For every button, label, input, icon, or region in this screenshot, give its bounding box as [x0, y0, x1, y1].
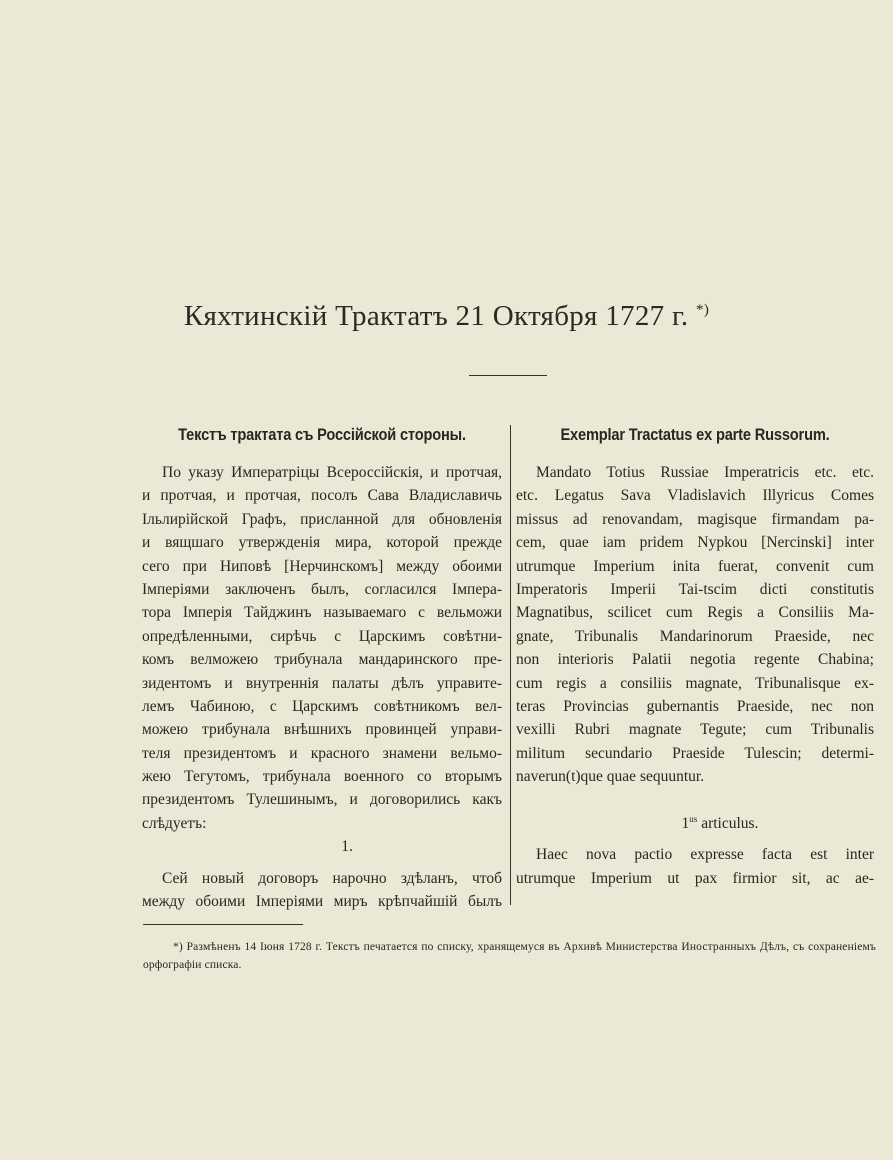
text-line: Magnatibus, scilicet cum Regis a Consiliis Ma-: [516, 604, 874, 622]
text-line: слѣдуетъ:: [142, 814, 207, 832]
russian-column-body: [142, 461, 502, 913]
text-line: naverun(t)que quae sequuntur.: [516, 768, 705, 786]
text-line: Mandato Totius Russiae Imperatricis etc. etc.: [536, 464, 874, 481]
text-line: По указу Императріцы Всероссійскія, и протчая,: [162, 464, 502, 481]
text-line: vexilli Rubri magnate Tegute; cum Tribunalis: [516, 721, 874, 739]
latin-column: [516, 420, 874, 890]
text-line: Haec nova pactio expresse facta est inter: [536, 846, 874, 864]
text-line: Сей новый договоръ нарочно здѣланъ, чтоб: [162, 869, 502, 887]
text-line: и вящшаго утвержденія мира, которой прежде: [142, 534, 502, 552]
text-line: missus ad renovandam, magisque firmandam pa-: [516, 510, 874, 528]
latin-column-body: [516, 461, 874, 890]
text-line: жею Тегутомъ, трибунала военного со вторымъ: [142, 768, 502, 786]
text-line: utrumque Imperium ut pax firmior sit, ac ae-: [516, 869, 874, 887]
text-line: gnate, Tribunalis Mandarinorum Praeside, nec: [516, 627, 874, 645]
article-number: 1: [681, 814, 690, 832]
blank-line: [516, 788, 874, 811]
text-line: лемъ Чабиною, с Царскимъ совѣтникомъ вел-: [142, 697, 502, 715]
footnote-rule: [143, 924, 303, 925]
text-line: тора Імперія Тайджинъ называемаго с вельможи: [142, 604, 502, 622]
article-word: articulus.: [701, 814, 759, 832]
text-line: Імперіями заключенъ былъ, согласился Імпера-: [142, 580, 502, 598]
footnote: *) Размѣненъ 14 Іюня 1728 г. Текстъ печатается по списку, хранящемуся въ Архивѣ Министерства Иностранныхъ Дѣлъ, съ сохраненіемъ орфографіи списка.: [143, 941, 876, 971]
latin-column-heading: Exemplar Tractatus ex parte Russorum.: [560, 425, 830, 444]
footnote-marker: *): [696, 302, 710, 318]
text-line: cum regis a consiliis magnate, Tribunalisque ex-: [516, 674, 874, 692]
text-line: сего при Ниповѣ [Нерчинскомъ] между обоими: [142, 557, 502, 575]
article-heading: [516, 812, 874, 835]
text-line: etc. Legatus Sava Vladislavich Illyricus Comes: [516, 487, 874, 505]
page-title: [0, 300, 893, 333]
text-line: teras Provincias gubernantis Praeside, nec non: [516, 697, 874, 715]
russian-column-heading: Текстъ трактата съ Россійской стороны.: [178, 425, 466, 444]
text-line: теля президентомъ и красного знамени вельмо-: [142, 744, 502, 762]
text-line: Imperatoris Imperii Tai-tscim dicti constitutis: [516, 580, 874, 598]
article-number: 1.: [341, 838, 353, 856]
text-line: militum secundario Praeside Tulescin; determi-: [516, 744, 874, 762]
title-text: Кяхтинскій Трактатъ 21 Октября 1727 г.: [183, 300, 689, 332]
text-line: можею трибунала внѣшнихъ провинцей управи-: [142, 721, 502, 739]
text-line: и протчая, и протчая, посолъ Сава Владиславичь: [142, 487, 502, 505]
text-line: между обоими Імперіями миръ крѣпчайшій былъ: [142, 893, 502, 911]
text-line: cem, quae iam pridem Nypkou [Nercinski] inter: [516, 534, 874, 552]
article-ordinal-suffix: us: [689, 813, 698, 824]
text-line: non interioris Palatii negotia regente Chabina;: [516, 651, 874, 669]
text-line: зидентомъ и внутреннія палаты дѣлъ управите-: [142, 674, 502, 692]
text-line: комъ велможею трибунала мандаринского пре-: [142, 651, 502, 669]
text-line: Ільлирійской Графъ, присланной для обновленія: [142, 510, 502, 528]
text-line: utrumque Imperium inita fuerat, convenit cum: [516, 557, 874, 575]
russian-column: [142, 420, 502, 913]
column-divider: [510, 425, 511, 905]
text-line: опредѣленными, сирѣчь с Царскимъ совѣтни-: [142, 627, 502, 645]
text-line: президентомъ Тулешинымъ, и договорились какъ: [142, 791, 502, 809]
title-rule: [469, 375, 547, 376]
